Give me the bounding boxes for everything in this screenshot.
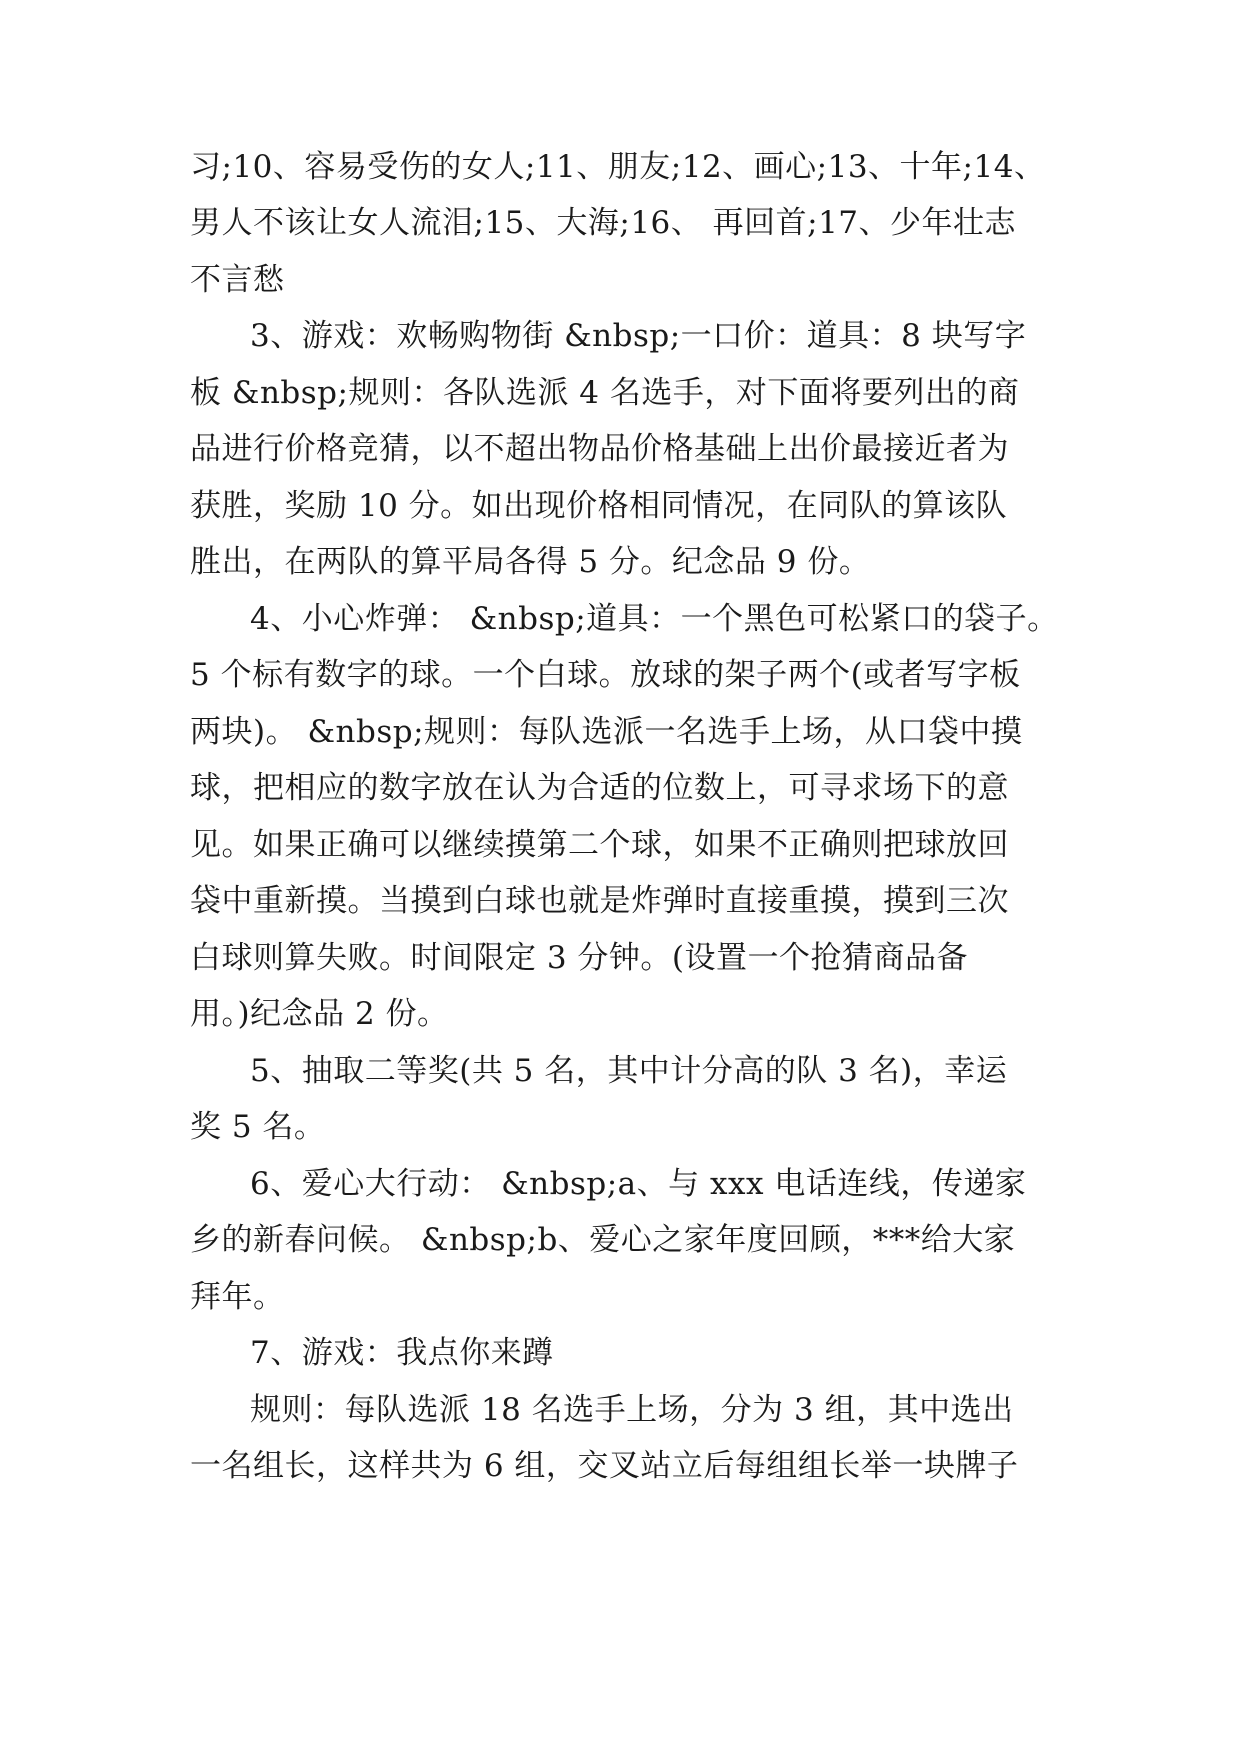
text-line: 男人不该让女人流泪;15、大海;16、 再回首;17、少年壮志 (190, 205, 1017, 241)
text-line: 两块)。 &nbsp;规则：每队选派一名选手上场，从口袋中摸 (190, 714, 1023, 750)
text-line: 5 个标有数字的球。一个白球。放球的架子两个(或者写字板 (190, 657, 1021, 693)
text-line: 7、游戏：我点你来蹲 (250, 1335, 554, 1371)
text-line: 板 &nbsp;规则：各队选派 4 名选手，对下面将要列出的商 (190, 375, 1020, 411)
text-line: 规则：每队选派 18 名选手上场，分为 3 组，其中选出 (250, 1392, 1014, 1428)
text-line: 4、小心炸弹： &nbsp;道具：一个黑色可松紧口的袋子。 (250, 601, 1059, 637)
text-line: 获胜，奖励 10 分。如出现价格相同情况，在同队的算该队 (190, 488, 1008, 524)
text-line: 拜年。 (190, 1279, 285, 1315)
text-line: 球，把相应的数字放在认为合适的位数上，可寻求场下的意 (190, 770, 1009, 806)
text-line: 袋中重新摸。当摸到白球也就是炸弹时直接重摸，摸到三次 (190, 883, 1009, 919)
text-line: 6、爱心大行动： &nbsp;a、与 xxx 电话连线，传递家 (250, 1166, 1027, 1202)
text-line: 白球则算失败。时间限定 3 分钟。(设置一个抢猜商品备 (190, 940, 969, 976)
text-line: 5、抽取二等奖(共 5 名，其中计分高的队 3 名)，幸运 (250, 1053, 1008, 1089)
text-line: 品进行价格竞猜，以不超出物品价格基础上出价最接近者为 (190, 431, 1009, 467)
text-line: 一名组长，这样共为 6 组，交叉站立后每组组长举一块牌子 (190, 1448, 1019, 1484)
text-line: 3、游戏：欢畅购物街 &nbsp;一口价：道具：8 块写字 (250, 318, 1027, 354)
text-line: 不言愁 (190, 262, 285, 298)
text-line: 用。)纪念品 2 份。 (190, 996, 449, 1032)
text-line: 乡的新春问候。 &nbsp;b、爱心之家年度回顾，***给大家 (190, 1222, 1016, 1258)
text-line: 习;10、容易受伤的女人;11、朋友;12、画心;13、十年;14、 (190, 149, 1046, 185)
text-line: 奖 5 名。 (190, 1109, 326, 1145)
text-line: 胜出，在两队的算平局各得 5 分。纪念品 9 份。 (190, 544, 871, 580)
text-line: 见。如果正确可以继续摸第二个球，如果不正确则把球放回 (190, 827, 1009, 863)
